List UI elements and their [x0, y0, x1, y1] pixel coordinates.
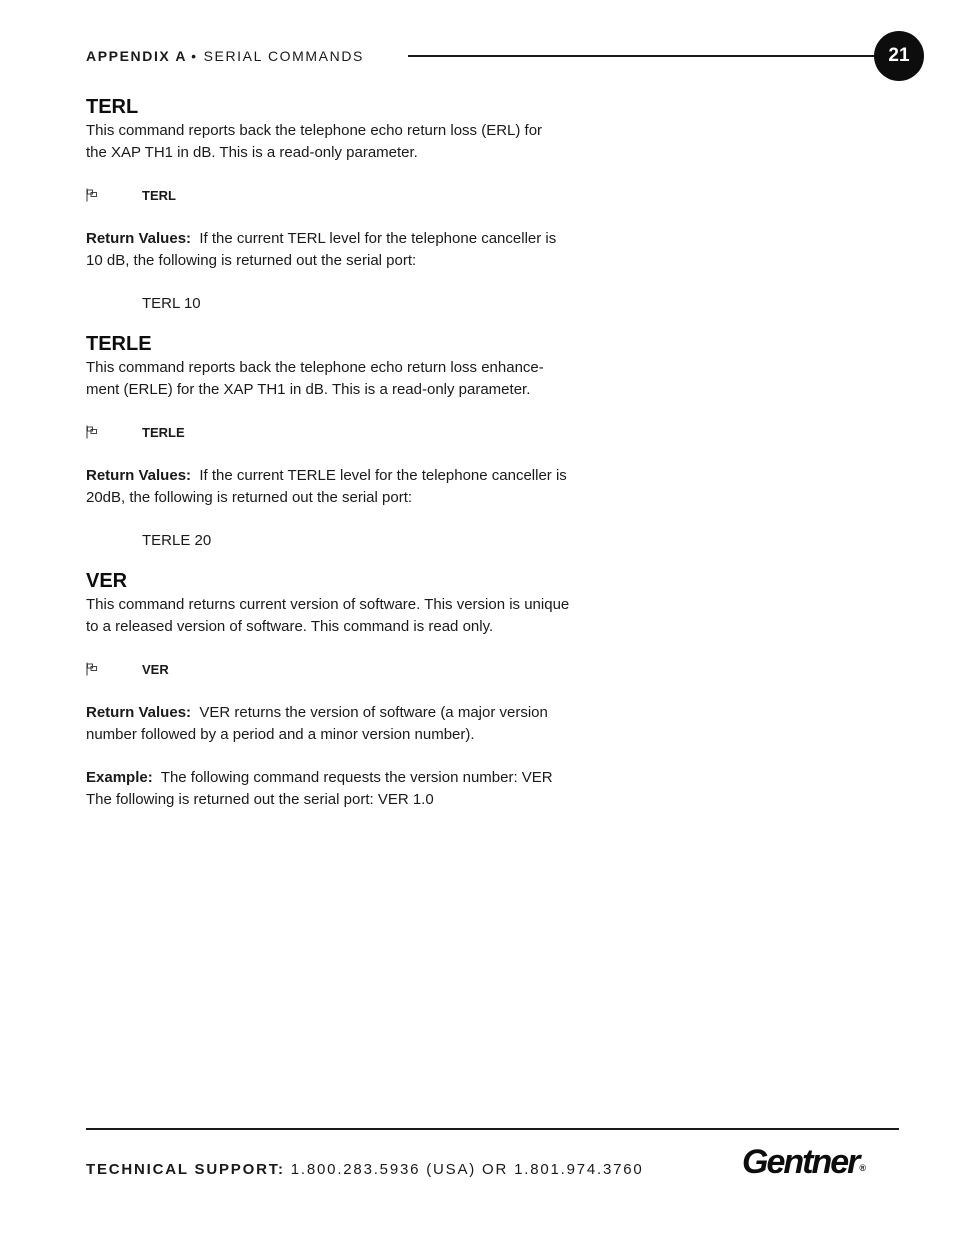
- return-values: [86, 228, 606, 272]
- return-values-text: 10 dB, the following is returned out the serial port:: [86, 252, 417, 269]
- flag-icon: [86, 188, 98, 202]
- command-row: [86, 422, 606, 444]
- flag-icon: [86, 662, 98, 676]
- section-description: [86, 357, 606, 401]
- description-line: to a released version of software. This command is read only.: [86, 618, 494, 635]
- page-content: [86, 94, 606, 827]
- example-text: The following command requests the version number: VER: [160, 769, 553, 786]
- page-number-badge: 21: [874, 31, 924, 81]
- command-label: TERLE: [142, 425, 185, 440]
- section-title: TERL: [86, 96, 139, 118]
- return-values-label: Return Values:: [86, 230, 192, 247]
- header-rule: [408, 55, 878, 57]
- footer-support: [86, 1160, 644, 1180]
- support-numbers: 1.800.283.5936 (USA) OR 1.801.974.3760: [290, 1161, 644, 1178]
- header-title: [86, 46, 364, 66]
- header-chapter-title: SERIAL COMMANDS: [203, 48, 364, 64]
- footer-rule: [86, 1128, 899, 1130]
- header-section-label: APPENDIX A: [86, 48, 188, 64]
- return-values-text: If the current TERLE level for the telephone canceller is: [199, 467, 567, 484]
- command-row: [86, 659, 606, 681]
- page-header: [86, 46, 926, 68]
- description-line: This command returns current version of software. This version is unique: [86, 596, 570, 613]
- command-label: VER: [142, 662, 169, 677]
- section-description: [86, 120, 606, 164]
- return-values-label: Return Values:: [86, 467, 192, 484]
- section-ver: [86, 568, 606, 811]
- description-line: This command reports back the telephone echo return loss enhance-: [86, 359, 544, 376]
- section-terle: [86, 331, 606, 552]
- return-values-label: Return Values:: [86, 704, 192, 721]
- command-row: [86, 185, 606, 207]
- registered-mark: ®: [859, 1163, 866, 1173]
- return-values-text: number followed by a period and a minor version number).: [86, 726, 475, 743]
- section-title: VER: [86, 570, 128, 592]
- section-description: [86, 594, 606, 638]
- return-values: [86, 465, 606, 509]
- example-text: The following is returned out the serial port: VER 1.0: [86, 791, 434, 808]
- support-label: TECHNICAL SUPPORT:: [86, 1161, 285, 1178]
- header-separator: •: [191, 48, 198, 64]
- section-title: TERLE: [86, 333, 152, 355]
- return-values-text: 20dB, the following is returned out the serial port:: [86, 489, 413, 506]
- logo-wordmark: Gentner: [742, 1143, 859, 1181]
- command-output: TERL 10: [142, 295, 201, 312]
- description-line: This command reports back the telephone echo return loss (ERL) for: [86, 122, 543, 139]
- description-line: ment (ERLE) for the XAP TH1 in dB. This is a read-only parameter.: [86, 381, 531, 398]
- gentner-logo: [742, 1142, 866, 1188]
- command-label: TERL: [142, 188, 176, 203]
- description-line: the XAP TH1 in dB. This is a read-only parameter.: [86, 144, 418, 161]
- section-terl: [86, 94, 606, 315]
- return-values: [86, 702, 606, 746]
- flag-icon: [86, 425, 98, 439]
- return-values-text: If the current TERL level for the telephone canceller is: [199, 230, 557, 247]
- example-label: Example:: [86, 769, 153, 786]
- example: [86, 767, 606, 811]
- return-values-text: VER returns the version of software (a major version: [199, 704, 548, 721]
- command-output: TERLE 20: [142, 532, 212, 549]
